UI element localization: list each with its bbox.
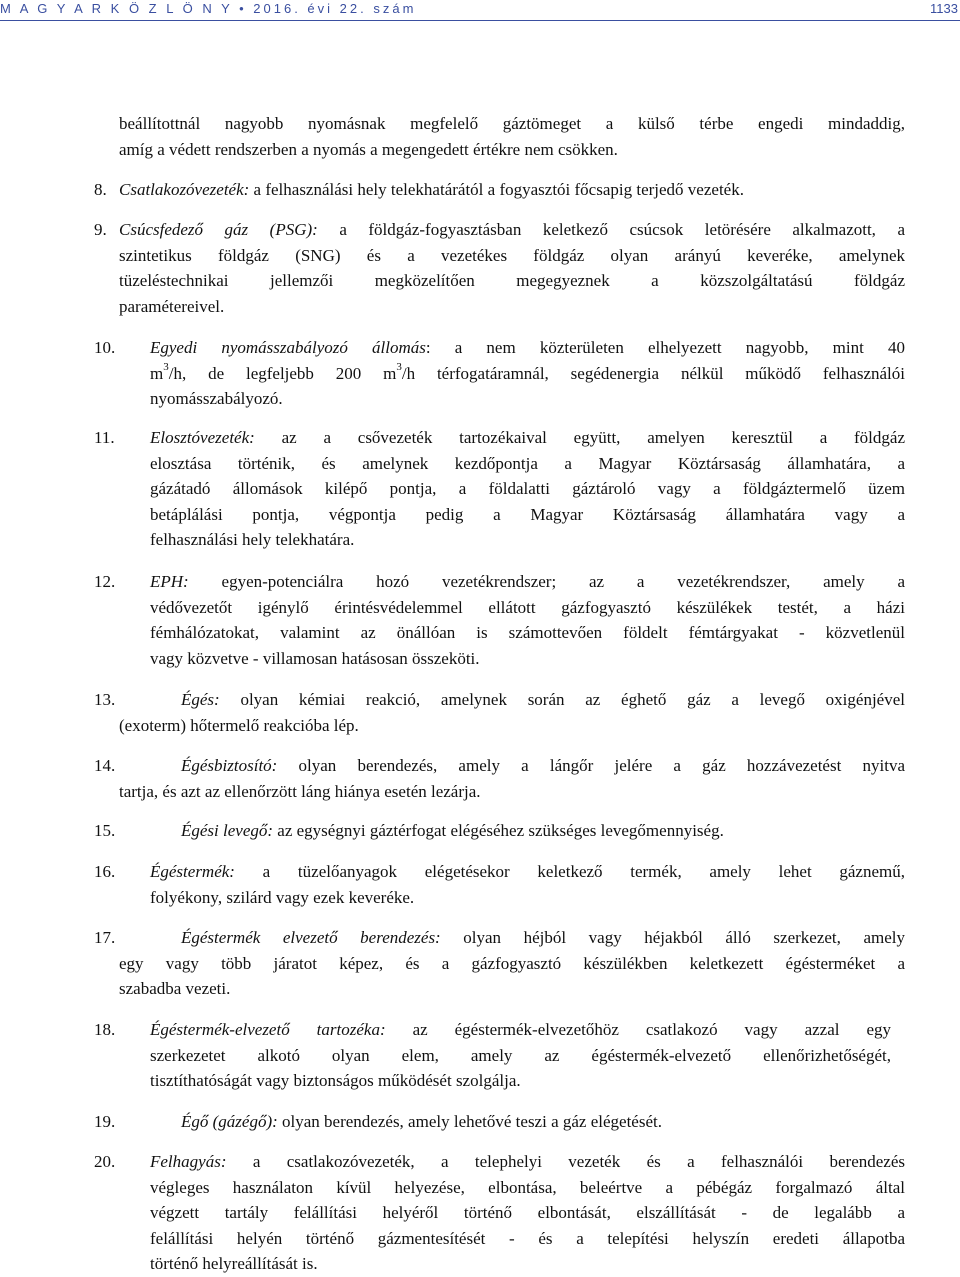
item-number: 15. [94, 821, 116, 840]
text-line: elosztása történik, és amelynek kezdőpontja a Magyar Köztársaság államhatára, a [150, 453, 905, 473]
text-line: tartja, és azt az ellenőrzött láng hiánya esetén lezárja. [119, 781, 481, 801]
definition-item-18 [150, 1017, 891, 1094]
text-line: felállítási helyén történő gázmentesítését - és a telepítési helyszín eredeti állapotba [150, 1228, 905, 1248]
text-line: szerkezetet alkotó olyan elem, amely az égéstermék-elvezető ellenőrizhetőségét, [150, 1045, 891, 1065]
definition-item-17 [119, 925, 905, 1002]
text-line: végleges használaton kívül helyezése, elbontása, beleértve a pébégáz forgalmazó által [150, 1177, 905, 1197]
definition-term: Égési levegő: [181, 821, 274, 840]
text-line: nyomásszabályozó. [150, 389, 283, 408]
definition-text: egyen-potenciálra hozó vezetékrendszer; az a vezetékrendszer, amely a [188, 572, 905, 591]
item-number: 10. [94, 338, 116, 357]
text-line: tüzeléstechnikai jellemzői megközelítően megegyeznek a közszolgáltatású földgáz [119, 271, 905, 290]
definition-text: olyan kémiai reakció, amelynek során az éghető gáz a levegő oxigénjével [219, 690, 905, 709]
definition-term: Elosztóvezeték: [150, 428, 255, 447]
definition-text: olyan berendezés, amely a lángőr jelére a gáz hozzávezetést nyitva [277, 756, 905, 775]
unit-text: m [150, 363, 164, 383]
definition-item-16 [150, 859, 905, 910]
text-line: betáplálási pontja, végpontja pedig a Magyar Köztársaság államhatára vagy a [150, 504, 905, 524]
definition-term: Égésbiztosító: [181, 756, 278, 775]
definition-term: Felhagyás: [150, 1152, 227, 1171]
text-line: felhasználási hely telekhatára. [150, 530, 355, 549]
text-line: (exoterm) hőtermelő reakcióba lép. [119, 715, 359, 735]
text-line: védővezetőt igénylő érintésvédelemmel ellátott gázfogyasztó készülékek testét, a házi [150, 597, 905, 617]
page-number: 1133 [930, 1, 958, 16]
item-number: 8. [94, 180, 107, 199]
item-number: 19. [94, 1112, 116, 1131]
definition-item-15 [181, 818, 905, 844]
definition-text: a felhasználási hely telekhatárától a fogyasztói főcsapig terjedő vezeték. [249, 180, 744, 199]
text-line: szabadba vezeti. [119, 979, 231, 998]
text-line: fémhálózatokat, valamint az önállóan is számottevően földelt fémtárgyakat - közvetlenül [150, 623, 905, 642]
definition-item-14 [119, 753, 905, 804]
superscript: 3 [163, 360, 169, 373]
definition-item-10 [150, 335, 905, 412]
definition-item-13 [119, 687, 905, 738]
text-line: /h térfogatáramnál, segédenergia nélkül működő felhasználói [401, 363, 905, 383]
text-line: beállítottnál nagyobb nyomásnak megfelelő gáztömeget a külső térbe engedi mindaddig, [119, 114, 905, 133]
superscript: 3 [396, 360, 402, 373]
item-number: 18. [94, 1020, 116, 1039]
definition-item-19 [181, 1109, 905, 1135]
item-number: 9. [94, 220, 107, 239]
definition-text: az a csővezeték tartozékaival együtt, amelyen keresztül a földgáz [254, 428, 905, 447]
definition-term: Égő (gázégő): [181, 1112, 278, 1131]
definition-term: Egyedi nyomásszabályozó állomás [150, 338, 426, 357]
definition-text: az egységnyi gáztérfogat elégéséhez szükséges levegőmennyiség. [273, 821, 724, 840]
definition-text: olyan berendezés, amely lehetővé teszi a gáz elégetését. [277, 1112, 662, 1131]
text-line: történő helyreállítását is. [150, 1254, 318, 1273]
definition-text: a csatlakozóvezeték, a telephelyi vezeték és a felhasználói berendezés [226, 1152, 905, 1171]
definition-term: EPH: [150, 572, 189, 591]
definition-term: Csúcsfedező gáz (PSG): [119, 220, 318, 239]
journal-title: M A G Y A R K Ö Z L Ö N Y • 2016. évi 22. szám [0, 1, 417, 16]
item-number: 12. [94, 572, 116, 591]
definition-item-12 [150, 569, 905, 671]
continuation-paragraph [119, 111, 905, 162]
definition-text: a földgáz-fogyasztásban keletkező csúcsok letörésére alkalmazott, a [317, 220, 905, 239]
text-line: szintetikus földgáz (SNG) és a vezetékes földgáz olyan arányú keveréke, amelynek [119, 245, 905, 265]
text-line: egy vagy több járatot képez, és a gázfogyasztó készülékben keletkezett égésterméket a [119, 953, 905, 973]
definition-term: Égéstermék-elvezető tartozéka: [150, 1020, 386, 1039]
definition-item-8 [119, 177, 905, 203]
definition-item-20 [150, 1149, 905, 1277]
text-line: vagy közvetve - villamosan hatásosan összeköti. [150, 648, 480, 668]
definition-text: a tüzelőanyagok elégetésekor keletkező termék, amely lehet gáznemű, [234, 862, 905, 881]
item-number: 11. [94, 428, 115, 447]
text-line: végzett tartály felállítási helyéről történő elbontását, elszállítását - de legalább a [150, 1203, 905, 1222]
definition-item-9 [119, 217, 905, 319]
item-number: 13. [94, 690, 116, 709]
definition-term: Égés: [181, 690, 220, 709]
item-number: 20. [94, 1152, 116, 1171]
text-line: /h, de legfeljebb 200 m [168, 363, 397, 383]
definition-term: Égéstermék: [150, 862, 235, 881]
text-line: folyékony, szilárd vagy ezek keveréke. [150, 887, 415, 907]
definition-text: az égéstermék-elvezetőhöz csatlakozó vagy azzal egy [385, 1020, 891, 1039]
item-number: 17. [94, 928, 116, 947]
definition-term: Égéstermék elvezető berendezés: [181, 928, 441, 947]
text-line: paramétereivel. [119, 296, 225, 316]
item-number: 14. [94, 756, 116, 775]
item-number: 16. [94, 862, 116, 881]
definition-item-11 [150, 425, 905, 553]
text-line: tisztíthatóságát vagy biztonságos működését szolgálja. [150, 1071, 521, 1090]
text-line: gázátadó állomások kilépő pontja, a földalatti gáztároló vagy a földgáztermelő üzem [150, 479, 905, 498]
definition-term: Csatlakozóvezeték: [119, 180, 250, 199]
definition-text: : a nem közterületen elhelyezett nagyobb, mint 40 [425, 338, 905, 357]
text-line: amíg a védett rendszerben a nyomás a megengedett értékre nem csökken. [119, 139, 618, 159]
definition-text: olyan héjból vagy héjakból álló szerkezet, amely [440, 928, 905, 947]
